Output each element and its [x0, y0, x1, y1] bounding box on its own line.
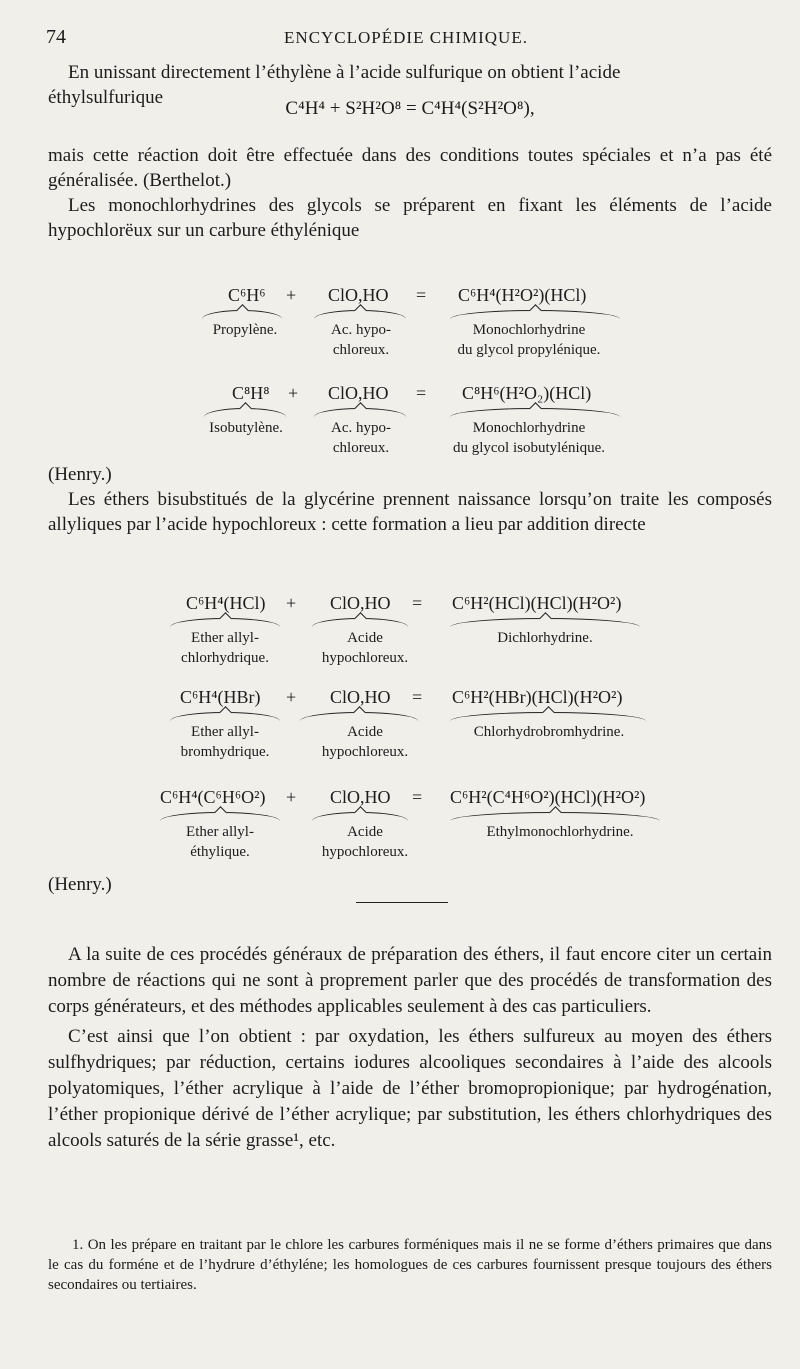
eq-label-b: [316, 320, 406, 360]
label-line: Monochlorhydrine: [472, 420, 586, 436]
label-line: Ac. hypo-: [331, 420, 391, 436]
paragraph-6: C’est ainsi que l’on obtient : par oxydation, les éthers sulfureux au moyen des éthers sulfhydriques; par réduction, certains iodures alcooliques secondaires à l’aide des alcools polyatomiques, l’éther acrylique à l’aide de l’éther bromopropionique; par hydrogénation, l’éther propionique dérivé de l’éther acrylique; par substitution, les éthers chlorhydriques des alcools saturés de la série grasse¹, etc.: [48, 1026, 772, 1151]
label-line: Acide: [347, 824, 383, 840]
eq-reactant-a: C⁸H⁸: [232, 383, 270, 403]
eq-label-a: [160, 628, 290, 668]
eq-reactant-b: ClO,HO: [330, 593, 391, 613]
eq-label-a: [160, 722, 290, 762]
eq-label-b: [316, 418, 406, 458]
eq-plus: +: [286, 593, 297, 613]
label-line: du glycol propylénique.: [457, 342, 601, 358]
eq-plus: +: [286, 285, 297, 305]
eq-product: C⁶H²(HCl)(HCl)(H²O²): [452, 593, 622, 613]
label-line: hypochloreux.: [321, 844, 409, 860]
label-line: éthylique.: [190, 844, 250, 860]
eq-label-b: [300, 822, 430, 862]
page-header: [46, 26, 766, 52]
eq-plus: +: [288, 383, 299, 403]
eq-label-a: Propylène.: [212, 322, 278, 338]
page-number: 74: [46, 26, 66, 48]
section-rule: [356, 902, 448, 903]
eq-product: C⁶H⁴(H²O²)(HCl): [458, 285, 587, 305]
label-line: bromhydrique.: [180, 744, 270, 760]
eq-plus: +: [286, 687, 297, 707]
brace: [314, 310, 406, 319]
eq-equals: =: [416, 383, 427, 403]
eq-product: C⁸H⁶(H²O₂)(HCl): [462, 383, 592, 403]
eq-label-a: [150, 822, 290, 862]
brace: [202, 310, 282, 319]
intro-block: [48, 60, 772, 243]
paragraph-3: Les monochlorhydrines des glycols se préparent en fixant les éléments de l’acide hypochlorëux sur un carbure éthylénique: [48, 195, 772, 241]
brace: [170, 712, 280, 721]
eq-equals: =: [416, 285, 427, 305]
eq-label-b: [300, 628, 430, 668]
brace: [160, 812, 280, 821]
label-line: Acide: [347, 630, 383, 646]
author-citation: (Henry.): [48, 464, 112, 485]
label-line: hypochloreux.: [321, 744, 409, 760]
eq-label-c: Dichlorhydrine.: [497, 630, 593, 646]
label-line: chloreux.: [332, 342, 390, 358]
label-line: Ether allyl-: [191, 724, 259, 740]
eq-label-c: Ethylmonochlorhydrine.: [486, 824, 634, 840]
eq-reactant-b: ClO,HO: [328, 285, 389, 305]
paragraph-5: A la suite de ces procédés généraux de préparation des éthers, il faut encore citer un certain nombre de réactions qui ne sont à proprement parler que des procédés de transformation des corps générateurs, et des méthodes applicables seulement à des cas particuliers.: [48, 944, 772, 1017]
eq-reactant-a: C⁶H⁴(HCl): [186, 593, 266, 613]
brace: [450, 408, 620, 417]
label-line: hypochloreux.: [321, 650, 409, 666]
author-citation: (Henry.): [48, 874, 112, 895]
label-line: chloreux.: [332, 440, 390, 456]
eq-label-c: [424, 418, 634, 458]
brace: [314, 408, 406, 417]
brace: [204, 408, 286, 417]
eq-reactant-b: ClO,HO: [328, 383, 389, 403]
label-line: Monochlorhydrine: [472, 322, 586, 338]
eq-reactant-a: C⁶H⁴(HBr): [180, 687, 261, 707]
paragraph-2: mais cette réaction doit être effectuée dans des conditions toutes spéciales et n’a pas été généralisée. (Berthelot.): [48, 145, 772, 191]
paragraph-1-line-1: En unissant directement l’éthylène à l’acide sulfurique on obtient l’acide: [68, 62, 621, 83]
paragraph-4: Les éthers bisubstitués de la glycérine prennent naissance lorsqu’on traite les composés allyliques par l’acide hypochloreux : cette formation a lieu par addition directe: [48, 489, 772, 535]
brace: [450, 812, 660, 821]
label-line: Acide: [347, 724, 383, 740]
label-line: Ac. hypo-: [331, 322, 391, 338]
running-title: ENCYCLOPÉDIE CHIMIQUE.: [284, 28, 528, 47]
eq-equals: =: [412, 593, 423, 613]
eq-label-c: [424, 320, 634, 360]
label-line: Ether allyl-: [186, 824, 254, 840]
label-line: Ether allyl-: [191, 630, 259, 646]
eq-product: C⁶H²(HBr)(HCl)(H²O²): [452, 687, 623, 707]
closing-block: [48, 942, 772, 1154]
brace: [450, 618, 640, 627]
middle-block: [48, 462, 772, 537]
eq-product: C⁶H²(C⁴H⁶O²)(HCl)(H²O²): [450, 787, 646, 807]
brace: [450, 310, 620, 319]
eq-plus: +: [286, 787, 297, 807]
eq-reactant-a: C⁶H⁶: [228, 285, 266, 305]
label-line: du glycol isobutylénique.: [452, 440, 606, 456]
brace: [312, 812, 408, 821]
eq-reactant-a: C⁶H⁴(C⁶H⁶O²): [160, 787, 266, 807]
eq-label-c: Chlorhydrobromhydrine.: [473, 724, 625, 740]
eq-label-a: Isobutylène.: [209, 420, 283, 436]
brace: [312, 618, 408, 627]
eq-reactant-b: ClO,HO: [330, 787, 391, 807]
brace: [450, 712, 646, 721]
eq-equals: =: [412, 687, 423, 707]
brace: [170, 618, 280, 627]
eq-equals: =: [412, 787, 423, 807]
paragraph-1-line-2: éthylsulfurique: [48, 87, 164, 108]
brace: [300, 712, 418, 721]
footnote: 1. On les prépare en traitant par le chlore les carbures forméniques mais il ne se forme d’éthers primaires que dans le cas du forméne et de l’hydrure d’éthyléne; les homologues de ces carbures fournissent presque toujours des éthers secondaires ou tertiaires.: [48, 1237, 772, 1293]
label-line: chlorhydrique.: [181, 650, 269, 666]
author-block: [48, 872, 772, 897]
formula-ethylsulfuric: C⁴H⁴ + S²H²O⁸ = C⁴H⁴(S²H²O⁸),: [285, 98, 535, 119]
eq-label-b: [300, 722, 430, 762]
eq-reactant-b: ClO,HO: [330, 687, 391, 707]
